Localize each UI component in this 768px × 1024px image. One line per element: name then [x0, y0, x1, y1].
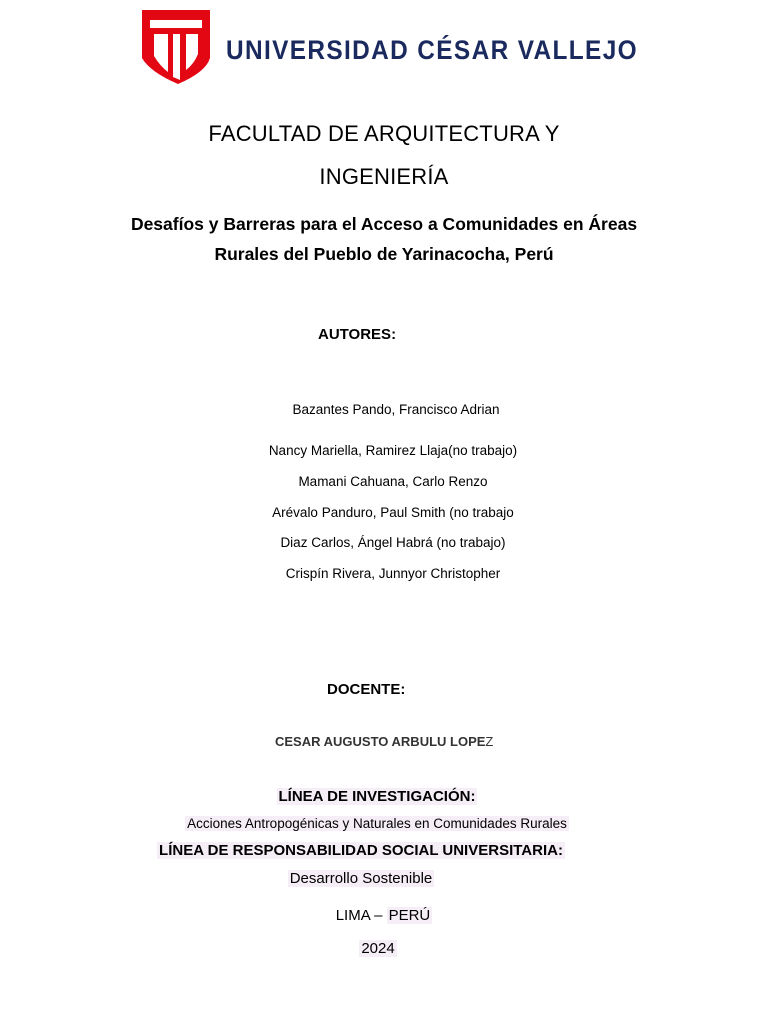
document-title	[0, 209, 768, 269]
author-item: Crispín Rivera, Junnyor Christopher	[285, 566, 501, 581]
research-line-label-row	[0, 788, 761, 805]
faculty-line-2: INGENIERÍA	[319, 164, 449, 189]
author-item: Mamani Cahuana, Carlo Renzo	[298, 474, 488, 489]
place-row	[0, 907, 768, 924]
rsu-value: Desarrollo Sostenible	[289, 870, 433, 887]
author-item: Nancy Mariella, Ramirez Llaja(no trabajo)	[268, 443, 518, 458]
docente-name-tail: Z	[485, 734, 494, 749]
authors-label: AUTORES:	[318, 326, 397, 343]
university-logo	[140, 8, 640, 86]
rsu-label: LÍNEA DE RESPONSABILIDAD SOCIAL UNIVERSITARIA:	[159, 842, 563, 859]
research-line-value: Acciones Antropogénicas y Naturales en Comunidades Rurales	[187, 816, 567, 831]
faculty-line-1: FACULTAD DE ARQUITECTURA Y	[208, 121, 560, 146]
year-row	[0, 940, 762, 957]
title-line-1: Desafíos y Barreras para el Acceso a Comunidades en Áreas	[130, 214, 638, 234]
title-line-2: Rurales del Pueblo de Yarinacocha, Perú	[214, 244, 554, 264]
university-name: UNIVERSIDAD CÉSAR VALLEJO	[226, 35, 640, 65]
docente-name	[275, 734, 493, 749]
faculty-name	[0, 112, 768, 198]
rsu-value-row	[0, 870, 745, 887]
research-line-value-row	[0, 816, 761, 831]
author-item: Arévalo Panduro, Paul Smith (no trabajo	[272, 505, 514, 520]
docente-label: DOCENTE:	[327, 681, 406, 698]
rsu-label-row	[0, 842, 745, 859]
place-country: PERÚ	[388, 907, 431, 924]
place-city: LIMA –	[335, 907, 387, 924]
year: 2024	[361, 940, 395, 957]
author-item: Bazantes Pando, Francisco Adrian	[292, 402, 500, 417]
research-line-label: LÍNEA DE INVESTIGACIÓN:	[278, 788, 476, 805]
docente-name-main: CESAR AUGUSTO ARBULU LOPE	[275, 734, 486, 749]
author-item: Diaz Carlos, Ángel Habrá (no trabajo)	[280, 535, 506, 550]
ucv-shield-icon	[140, 8, 640, 86]
